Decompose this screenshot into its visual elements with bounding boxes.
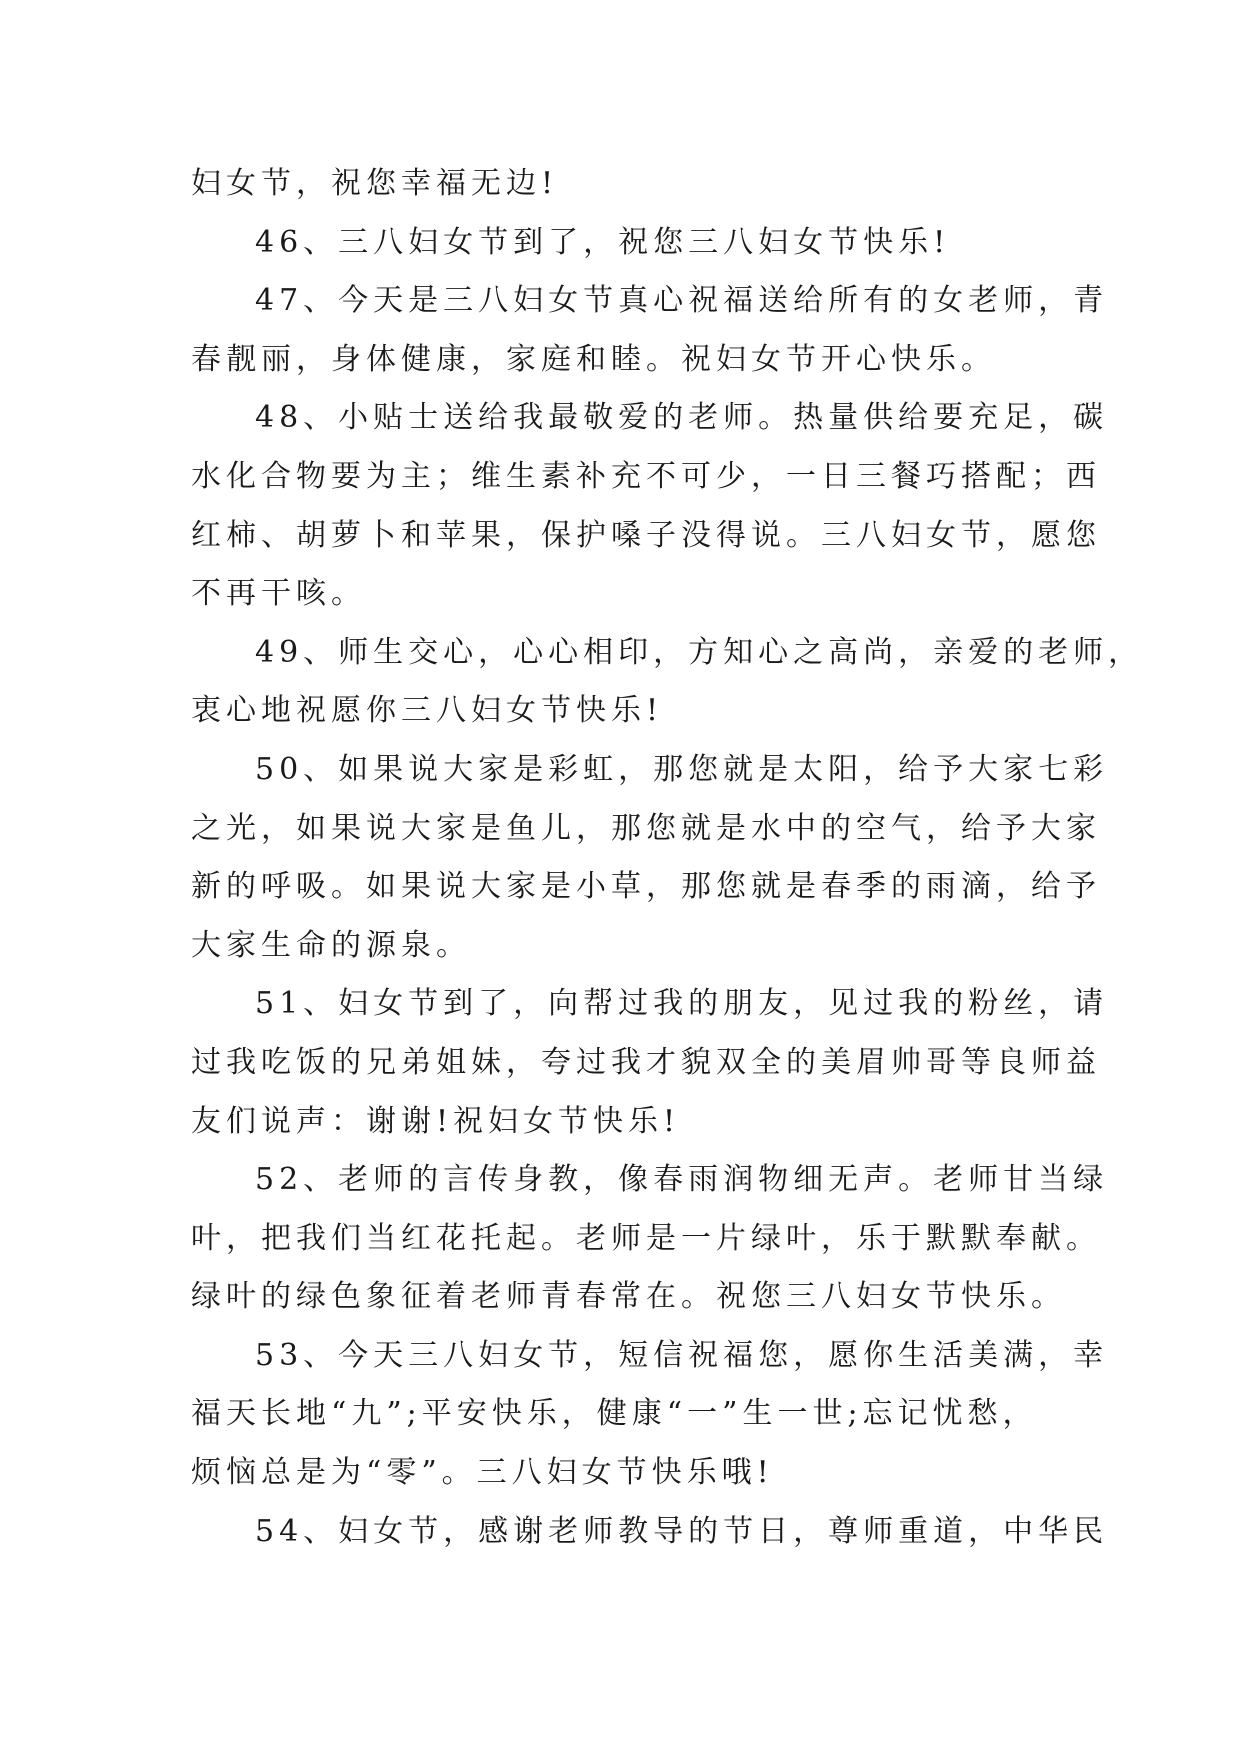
text-line: 大家生命的源泉。 bbox=[191, 927, 471, 963]
text-line: 福天长地“九”;平安快乐，健康“一”生一世;忘记忧愁， bbox=[191, 1396, 1038, 1432]
text-line: 不再干咳。 bbox=[191, 576, 366, 612]
text-line: 49、师生交心，心心相印，方知心之高尚，亲爱的老师， bbox=[255, 634, 1144, 670]
text-line: 叶，把我们当红花托起。老师是一片绿叶，乐于默默奉献。 bbox=[191, 1220, 1101, 1256]
text-line: 春靓丽，身体健康，家庭和睦。祝妇女节开心快乐。 bbox=[191, 341, 996, 377]
text-line: 54、妇女节，感谢老师教导的节日，尊师重道，中华民 bbox=[255, 1513, 1109, 1549]
text-line: 新的呼吸。如果说大家是小草，那您就是春季的雨滴，给予 bbox=[191, 869, 1101, 905]
body-text bbox=[191, 155, 1144, 1561]
text-line: 48、小贴士送给我最敬爱的老师。热量供给要充足，碳 bbox=[255, 400, 1109, 436]
text-line: 过我吃饭的兄弟姐妹，夸过我才貌双全的美眉帅哥等良师益 bbox=[191, 1044, 1101, 1080]
text-line: 妇女节，祝您幸福无边! bbox=[191, 166, 559, 201]
text-line: 水化合物要为主；维生素补充不可少，一日三餐巧搭配；西 bbox=[191, 458, 1101, 494]
text-line: 51、妇女节到了，向帮过我的朋友，见过我的粉丝，请 bbox=[255, 986, 1109, 1022]
text-line: 绿叶的绿色象征着老师青春常在。祝您三八妇女节快乐。 bbox=[191, 1279, 1066, 1315]
text-line: 50、如果说大家是彩虹，那您就是太阳，给予大家七彩 bbox=[255, 751, 1109, 787]
text-line: 46、三八妇女节到了，祝您三八妇女节快乐! bbox=[255, 224, 951, 260]
text-line: 烦恼总是为“零”。三八妇女节快乐哦! bbox=[191, 1455, 774, 1491]
text-line: 友们说声：谢谢!祝妇女节快乐! bbox=[191, 1103, 681, 1139]
text-line: 之光，如果说大家是鱼儿，那您就是水中的空气，给予大家 bbox=[191, 810, 1101, 846]
text-line: 47、今天是三八妇女节真心祝福送给所有的女老师，青 bbox=[255, 283, 1109, 319]
text-line: 53、今天三八妇女节，短信祝福您，愿你生活美满，幸 bbox=[255, 1337, 1109, 1373]
text-line: 红柿、胡萝卜和苹果，保护嗓子没得说。三八妇女节，愿您 bbox=[191, 517, 1101, 553]
text-line: 52、老师的言传身教，像春雨润物细无声。老师甘当绿 bbox=[255, 1162, 1109, 1198]
text-line: 衷心地祝愿你三八妇女节快乐! bbox=[191, 693, 664, 729]
